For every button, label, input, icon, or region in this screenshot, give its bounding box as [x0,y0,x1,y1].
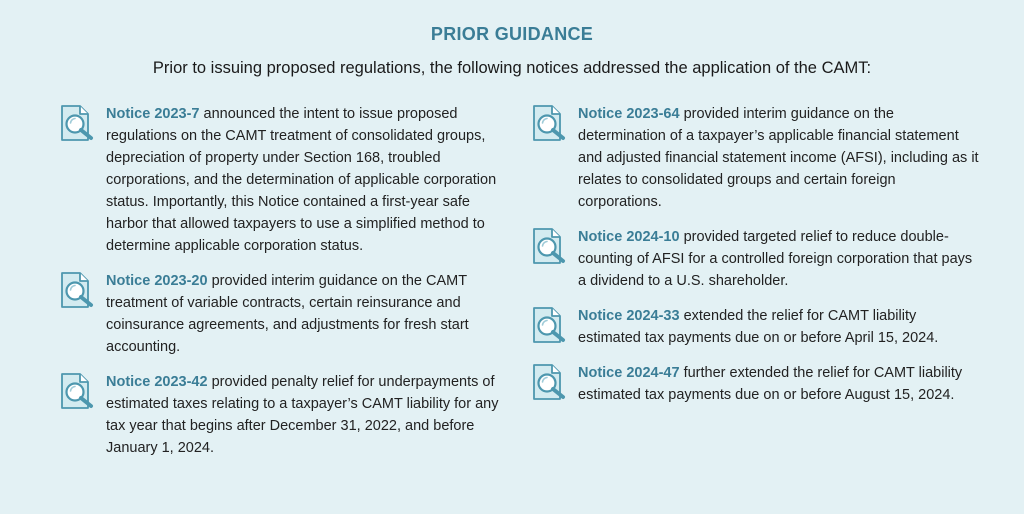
notice-item [58,371,508,459]
notice-title: Notice 2023-42 [106,374,208,390]
notice-body: provided interim guidance on the CAMT treatment of variable contracts, certain reinsurance and coinsurance agreements, and adjustments for fresh start accounting. [106,273,469,355]
document-magnifier-icon [530,305,570,345]
notice-title: Notice 2024-10 [578,229,680,245]
page-title: PRIOR GUIDANCE [430,24,594,44]
notice-body: provided targeted relief to reduce double-counting of AFSI for a controlled foreign corporation that pays a dividend to a U.S. shareholder. [578,229,973,289]
notice-item [530,226,980,292]
document-magnifier-icon [58,270,98,310]
notice-body: announced the intent to issue proposed regulations on the CAMT treatment of consolidated groups, depreciation of property under Section 168, troubled corporations, and the determination of applicable corporation status. Importantly, this Notice contained a first-year safe harbor that allowed taxpayers to use a simplified method to determine applicable corporation status. [106,106,497,254]
notice-title: Notice 2023-64 [578,106,680,122]
notice-item [58,270,508,358]
document-magnifier-icon [530,226,570,266]
notice-item [530,362,980,406]
notice-item [58,103,508,257]
notice-body: provided penalty relief for underpayments of estimated taxes relating to a taxpayer’s CAMT liability for any tax year that begins after December 31, 2022, and before January 1, 2024. [106,374,499,456]
notice-body: further extended the relief for CAMT liability estimated tax payments due on or before August 15, 2024. [578,365,963,403]
notice-body: provided interim guidance on the determination of a taxpayer’s applicable financial statement and adjusted financial statement income (AFSI), including as it relates to consolidated groups and certain foreign corporations. [578,106,979,210]
notice-title: Notice 2023-7 [106,106,200,122]
notice-body: extended the relief for CAMT liability estimated tax payments due on or before April 15, 2024. [578,308,939,346]
left-notice-column [58,103,508,472]
right-notice-column [530,103,980,419]
notice-title: Notice 2024-33 [578,308,680,324]
document-magnifier-icon [58,371,98,411]
document-magnifier-icon [58,103,98,143]
document-magnifier-icon [530,362,570,402]
notice-item [530,103,980,213]
notice-item [530,305,980,349]
notice-title: Notice 2023-20 [106,273,208,289]
page-subtitle: Prior to issuing proposed regulations, the following notices addressed the application of the CAMT: [152,59,872,77]
notice-title: Notice 2024-47 [578,365,680,381]
document-magnifier-icon [530,103,570,143]
